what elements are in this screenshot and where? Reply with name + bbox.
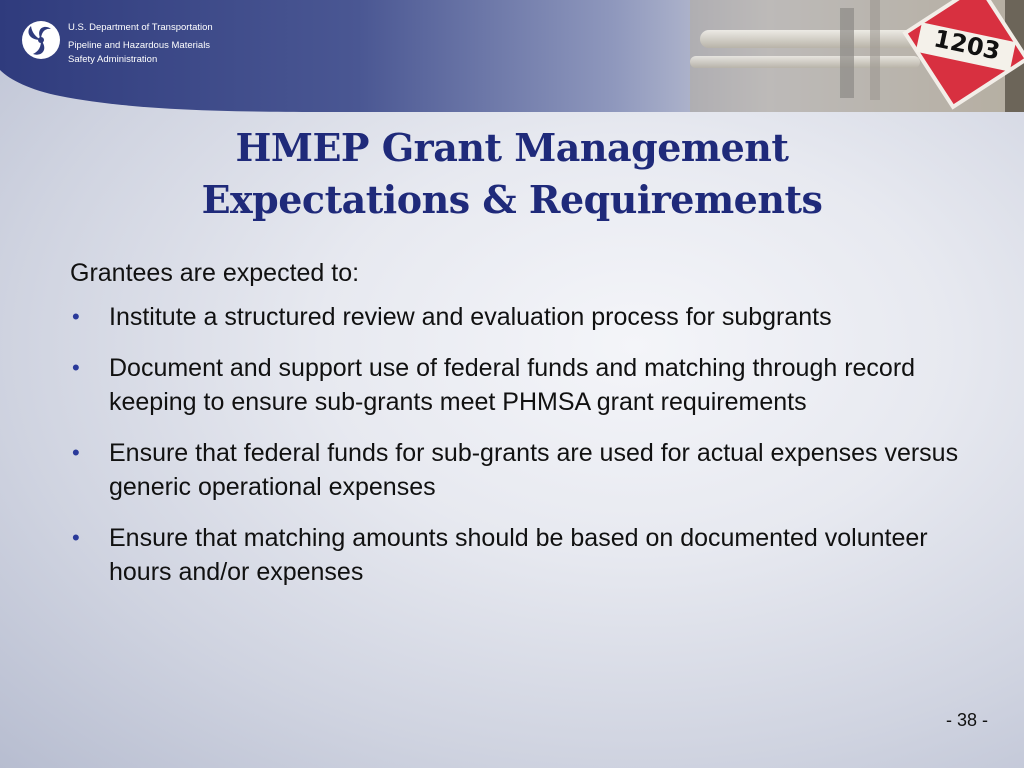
bullet-icon: • [72, 525, 80, 550]
dot-triskelion-logo-icon [21, 20, 61, 60]
intro-text: Grantees are expected to: [70, 259, 360, 287]
header-banner [0, 0, 1024, 112]
agency-line-3: Safety Administration [68, 54, 158, 65]
bullet-text: Document and support use of federal funds and matching through record keeping to ensure sub-grants meet PHMSA grant requirements [109, 354, 916, 416]
slide-title-line-1: HMEP Grant Management [235, 125, 789, 170]
page-number: - 38 - [945, 710, 988, 730]
bullet-text: Ensure that federal funds for sub-grants are used for actual expenses versus generic operational expenses [109, 439, 959, 501]
agency-line-1: U.S. Department of Transportation [68, 22, 213, 33]
slide-title [0, 122, 1024, 226]
hazmat-placard-label: 1203 [931, 24, 1003, 66]
agency-line-2: Pipeline and Hazardous Materials [68, 40, 211, 51]
bullet-icon: • [72, 440, 80, 465]
list-item [70, 351, 960, 419]
bullet-icon: • [72, 304, 80, 329]
list-item [70, 436, 960, 504]
bullet-list [70, 300, 960, 589]
list-item [70, 521, 960, 589]
bullet-text: Institute a structured review and evaluation process for subgrants [109, 303, 832, 331]
slide-body [70, 256, 960, 606]
bullet-icon: • [72, 355, 80, 380]
list-item [70, 300, 960, 334]
agency-name [68, 21, 213, 67]
slide-title-line-2: Expectations & Requirements [201, 177, 823, 222]
bullet-text: Ensure that matching amounts should be based on documented volunteer hours and/or expenses [109, 524, 928, 586]
